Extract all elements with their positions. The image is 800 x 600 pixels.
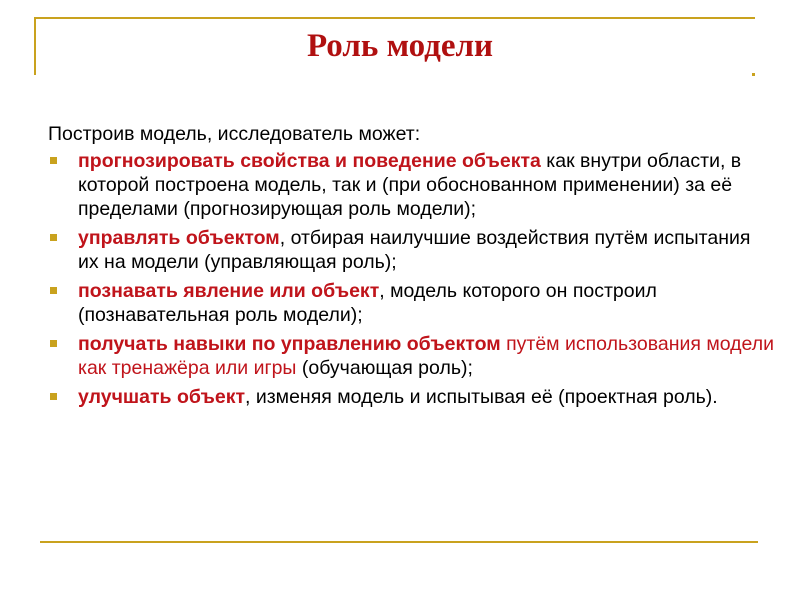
slide-content — [46, 122, 776, 414]
item-text: (обучающая роль); — [296, 357, 473, 379]
item-highlight: управлять объектом — [78, 227, 280, 249]
list-item — [46, 279, 776, 327]
list-item — [46, 149, 776, 221]
slide-title: Роль модели — [306, 28, 494, 64]
bullet-list — [46, 149, 776, 409]
item-text: , отбирая наилучшие воздействия путём испытания их на модели (управляющая роль); — [78, 227, 751, 273]
item-text: , изменяя модель и испытывая её (проектная роль). — [245, 386, 718, 408]
item-highlight: познавать явление или объект — [78, 280, 380, 302]
list-item — [46, 332, 776, 380]
frame-bottom-rule — [40, 541, 758, 543]
frame-top-rule — [34, 17, 755, 19]
list-item — [46, 226, 776, 274]
square-bullet-icon — [50, 157, 57, 164]
square-bullet-icon — [50, 234, 57, 241]
intro-text: Построив модель, исследователь может: — [48, 123, 421, 145]
item-highlight: улучшать объект — [78, 386, 246, 408]
list-item — [46, 385, 776, 409]
square-bullet-icon — [50, 340, 57, 347]
square-bullet-icon — [50, 393, 57, 400]
item-red-text: путём использования модели как тренажёра или игры — [78, 333, 774, 379]
item-highlight: получать навыки по управлению объектом — [78, 333, 501, 355]
item-text: как внутри области, в которой построена модель, так и (при обоснованном применении) за её пределами (прогнозирующая роль модели); — [78, 150, 742, 220]
item-text: , модель которого он построил (познавательная роль модели); — [78, 280, 657, 326]
item-highlight: прогнозировать свойства и поведение объекта — [78, 150, 541, 172]
square-bullet-icon — [50, 287, 57, 294]
frame-corner-dot — [752, 73, 755, 76]
